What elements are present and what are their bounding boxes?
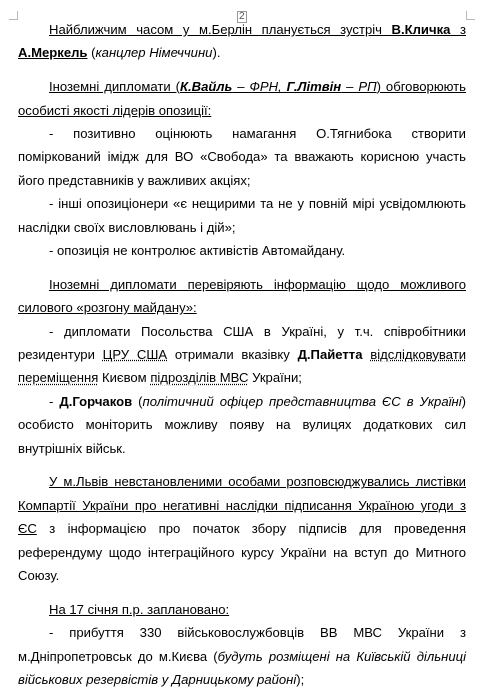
list-item-automaidan: - опозиція не контролює активістів Автомайдану. <box>49 243 346 259</box>
text-span: Іноземні дипломати ( <box>49 79 180 95</box>
person-name: Д.Пайетта <box>297 347 363 363</box>
list-item-us-embassy <box>18 320 466 390</box>
text-span: - <box>49 393 60 409</box>
organization-name: ЦРУ США <box>102 347 168 363</box>
text-span: ) обговорюють особисті якості лідерів опозиції: <box>18 79 467 118</box>
text-span: отримали вказівку <box>167 347 298 363</box>
text-span: Києвом <box>98 370 151 386</box>
text-span: ). <box>212 45 221 61</box>
text-span: з інформацією про початок збору підписів для проведення референдуму щодо інтеграційного курсу України на вступ до Митного Союзу. <box>18 521 466 584</box>
person-title: канцлер Німеччини <box>95 45 213 61</box>
paragraph-berlin-meeting <box>18 18 466 65</box>
text-span: відслідковувати переміщення <box>18 347 467 386</box>
text-span: – РП <box>341 79 377 95</box>
text-span: Найближчим часом у м.Берлін планується зустріч <box>49 22 392 37</box>
person-name: К.Вайль <box>179 79 233 95</box>
person-name: В.Кличка <box>391 22 451 37</box>
text-span: – ФРН, <box>232 79 287 95</box>
text-span: з <box>450 22 466 37</box>
crop-mark-top-right <box>466 11 475 20</box>
person-name: А.Меркель <box>18 45 88 61</box>
text-span: ( <box>87 45 96 61</box>
text-span: - прибуття 330 військовослужбовців ВВ МВС України з м.Дніпропетровськ до м.Києва ( <box>18 625 466 664</box>
text-span: ) особисто моніторить можливу появу на вулицях додаткових сил внутрішніх військ. <box>18 393 467 456</box>
list-item-gorchakov <box>18 390 466 460</box>
person-name: Г.Літвін <box>286 79 342 95</box>
paragraph-lviv-leaflets <box>18 470 466 587</box>
paragraph-planned-jan17: На 17 січня п.р. заплановано: <box>49 601 230 617</box>
person-title: політичний офіцер представництва ЄС в Україні <box>142 393 462 409</box>
list-item-troops-arrival <box>18 621 466 691</box>
text-span: ); <box>296 672 305 688</box>
text-span: ( <box>132 393 143 409</box>
crop-mark-top-left <box>9 11 18 20</box>
page-number: 2 <box>239 11 245 22</box>
paragraph-diplomats-check: Іноземні дипломати перевіряють інформацію щодо можливого силового «розгону майдану»: <box>18 276 466 316</box>
text-span: - дипломати Посольства США в Україні, у т.ч. співробітники резидентури <box>18 323 466 363</box>
list-item-tyahnybok: - позитивно оцінюють намагання О.Тягнибока створити помірковaний імідж для ВО «Свобода» та вважають корисною участь його представників у важливих акціях; <box>18 126 466 188</box>
text-span: підрозділів МВС <box>150 370 249 386</box>
paragraph-diplomats-discuss <box>18 75 466 122</box>
text-span: будуть розміщені на Київській дільниці військових резервістів у Дарницькому районі <box>18 648 466 688</box>
document-body <box>18 18 466 692</box>
text-span: України; <box>248 370 302 386</box>
text-span: У м.Львів невстановленими особами розповсюджувались листівки Компартії України про негативні наслідки підписання Україною угоди з ЄС <box>18 474 466 537</box>
person-name: Д.Горчаков <box>59 393 133 409</box>
list-item-other-opposition: - інші опозиціонери «є нещирими та не у повній мірі усвідомлюють наслідки своїх висловлювань і дій»; <box>18 196 466 235</box>
